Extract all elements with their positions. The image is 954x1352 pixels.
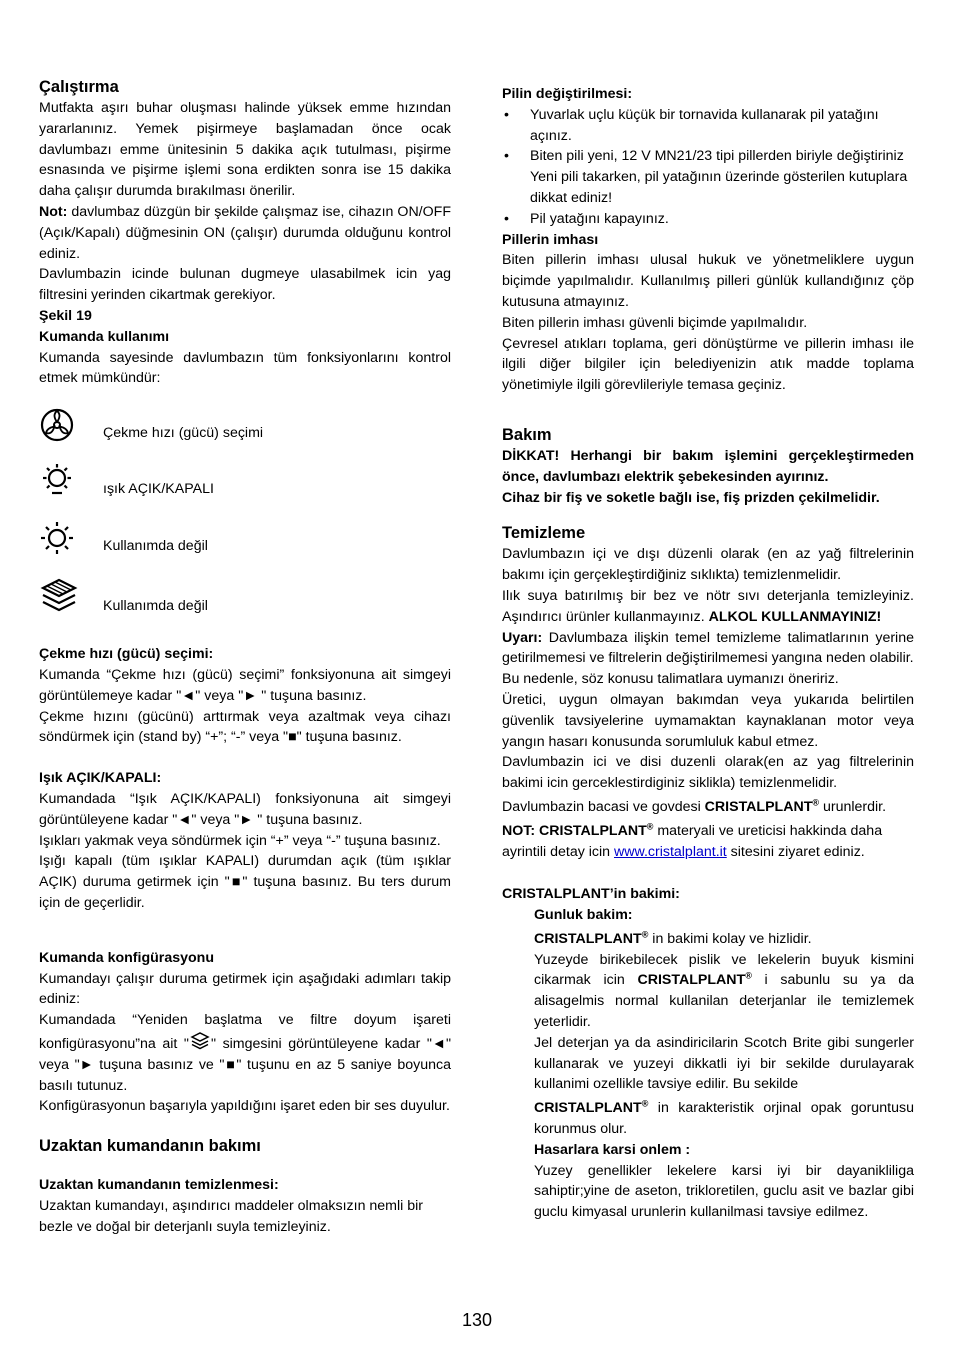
left-column xyxy=(39,76,451,1237)
text: Yeni pili takarken, pil yatağının üzerinde gösterilen kutuplara dikkat ediniz! xyxy=(530,169,908,206)
paragraph: Çekme hızını (gücünü) arttırmak veya azaltmak veya cihazı söndürmek için (stand by) “+”; “-” veya "■" tuşuna basınız. xyxy=(39,708,451,746)
text: in karakteristik orjinal opak goruntusu korunmus olur. xyxy=(534,1100,914,1138)
paragraph: Çevresel atıkları toplama, geri dönüştürme ve pillerin imhası ile ilgili diğer bilgiler için belediyenizin atık madde toplama yönetimiyle ilgili görevlileriyle temasa geçiniz. xyxy=(502,335,914,394)
text: i sabunlu su ya da alisagelmis normal kullanilan deterjanlar ile temizlemek yeterlidir. xyxy=(534,972,914,1031)
icon-label: Çekme hızı (gücü) seçimi xyxy=(103,425,264,442)
icon-label: Kullanımda değil xyxy=(103,538,208,555)
paragraph: Kumanda sayesinde davlumbazın tüm fonksiyonlarını kontrol etmek mümkündür: xyxy=(39,349,451,387)
text: Davlumbazin bacasi ve govdesi xyxy=(502,798,705,815)
paragraph xyxy=(502,628,914,670)
text: sitesini ziyaret ediniz. xyxy=(726,843,865,860)
icon-label: ışık AÇIK/KAPALI xyxy=(103,481,214,498)
registered-mark: ® xyxy=(641,1098,649,1109)
filter-layers-icon xyxy=(39,576,79,616)
text: " simgesini görüntüleyene kadar "◄" veya "► tuşuna basınız ve "■" tuşunu en az 5 saniye boyunca basılı tutunuz. xyxy=(39,1035,451,1094)
paragraph xyxy=(39,1010,451,1096)
paragraph: Bu nedenle, söz konusu talimatlara uymanızı öneririz. xyxy=(502,671,839,688)
paragraph: Davlumbazin icinde bulunan dugmeye ulasabilmek icin yag filtresini yerinden cikartmak gerekiyor. xyxy=(39,266,451,304)
brand-name: CRISTALPLANT xyxy=(704,798,813,815)
sun-icon xyxy=(39,520,75,556)
text: Biten pili yeni, 12 V MN21/23 tipi pillerden biriyle değiştiriniz xyxy=(530,148,904,165)
note-text: davlumbaz düzgün bir şekilde çalışmaz ise, cihazın ON/OFF (Açık/Kapalı) düğmesinin ON (çalışır) durumda olduğunu kontrol ediniz. xyxy=(39,203,451,262)
list-item xyxy=(502,146,914,208)
heading-pilin: Pilin değiştirilmesi: xyxy=(502,86,633,102)
note-paragraph xyxy=(39,202,451,264)
icon-row-sun xyxy=(39,518,451,578)
heading-gunluk: Gunluk bakim: xyxy=(534,907,633,924)
heading-isik: Işık AÇIK/KAPALI: xyxy=(39,770,162,787)
brand-name: CRISTALPLANT xyxy=(534,1100,642,1117)
battery-steps-list xyxy=(502,105,914,230)
paragraph: Jel deterjan ya da asindiricilarin Scotch Brite gibi sungerler kullanarak ve yuzeyi dikkatli iyi bir sekilde durulayarak kullanimi ozellikle tavsiye edilir. Bu sekilde xyxy=(534,1034,914,1093)
heading-imha: Pillerin imhası xyxy=(502,231,599,248)
paragraph xyxy=(534,950,914,1033)
heading-cristalplant-bakimi: CRISTALPLANT’in bakimi: xyxy=(502,886,680,903)
fan-icon xyxy=(39,407,75,443)
brand-name: CRISTALPLANT xyxy=(637,972,746,989)
right-column xyxy=(502,84,914,1223)
text: Davlumbaza ilişkin temel temizleme talimatlarının yerine getirilmemesi ve filtrelerin değiştirilmemesi yangına neden olabilir. xyxy=(502,629,914,667)
light-icon xyxy=(39,463,75,499)
note-label: NOT: CRISTALPLANT xyxy=(502,822,647,839)
paragraph: Davlumbazin ici ve disi duzenli olarak(en az yag filtrelerinin bakimi icin gerceklestirdiginiz siklikla) temizlenmelidir. xyxy=(502,754,914,792)
heading-calistirma: Çalıştırma xyxy=(39,78,119,96)
warning-text: DİKKAT! Herhangi bir bakım işlemini gerçekleştirmeden önce, davlumbazı elektrik şebekesinden ayırınız. xyxy=(502,447,914,485)
registered-mark: ® xyxy=(812,797,820,808)
paragraph: Kumandayı çalışır duruma getirmek için aşağıdaki adımları takip ediniz: xyxy=(39,970,451,1008)
icon-row-filter xyxy=(39,578,451,644)
paragraph: Mutfakta aşırı buhar oluşması halinde yüksek emme hızından yararlanınız. Yemek pişirmeye başlamadan önce ocak davlumbazı emme ünitesinin 5 dakika açık tutulması, pişirme esnasında ve pişirme işlemi sona erdikten sonra ise 15 dakika daha çalışır durumda bırakılması önerilir. xyxy=(39,100,451,200)
paragraph: Biten pillerin imhası ulusal hukuk ve yönetmeliklere uygun biçimde yapılmalıdır. Kullanılmış pilleri günlük kullandığınız çöp kutusuna atmayınız. xyxy=(502,252,914,310)
brand-name: CRISTALPLANT xyxy=(534,930,642,947)
warning-text: Cihaz bir fiş ve soketle bağlı ise, fiş prizden çekilmelidir. xyxy=(502,489,880,506)
heading-konfig: Kumanda konfigürasyonu xyxy=(39,949,214,966)
icon-row-light xyxy=(39,461,451,518)
warning-label: Uyarı: xyxy=(502,629,543,646)
page-number: 130 xyxy=(461,1310,493,1330)
paragraph: Işığı kapalı (tüm ışıklar KAPALI) durumdan açık (tüm ışıklar AÇIK) duruma getirmek için "■" tuşuna basınız. Bu ters durum için de geçerlidir. xyxy=(39,853,451,911)
filter-layers-icon xyxy=(189,1031,211,1051)
cristalplant-link[interactable]: www.cristalplant.it xyxy=(613,843,727,860)
text: materyali ve ureticisi hakkinda daha ayrintili detay icin xyxy=(502,822,883,860)
icon-row-fan xyxy=(39,405,451,461)
figure-reference: Şekil 19 xyxy=(39,307,92,324)
maintenance-block xyxy=(502,905,914,1223)
heading-temizleme: Temizleme xyxy=(502,524,586,543)
paragraph: Uzaktan kumandayı, aşındırıcı maddeler olmaksızın nemli bir bezle ve doğal bir deterjanlı suyla temizleyiniz. xyxy=(39,1197,424,1235)
text: Ilık suya batırılmış bir bez ve nötr sıvı deterjanla temizleyiniz. Aşındırıcı ürünler kullanmayınız. xyxy=(502,587,914,625)
heading-hasar: Hasarlara karsi onlem : xyxy=(534,1141,691,1158)
heading-bakim: Bakım xyxy=(502,425,552,444)
text: in bakimi kolay ve hizlidir. xyxy=(648,930,812,947)
note-label: Not: xyxy=(39,203,68,220)
paragraph xyxy=(502,821,914,863)
heading-cekme: Çekme hızı (gücü) seçimi: xyxy=(39,646,214,663)
list-item: • Yuvarlak uçlu küçük bir tornavida kullanarak pil yatağını açınız. xyxy=(502,105,914,147)
text: urunlerdir. xyxy=(819,798,887,815)
heading-temizlenmesi: Uzaktan kumandanın temizlenmesi: xyxy=(39,1177,279,1194)
registered-mark: ® xyxy=(646,820,654,831)
text: Kumandada “Yeniden başlatma ve filtre doyum işareti konfigürasyonu”na ait " xyxy=(39,1012,451,1052)
registered-mark: ® xyxy=(641,929,649,940)
text: Yuzeyde birikebilecek pislik ve lekelerin buyuk kismini cikarmak icin xyxy=(534,951,914,989)
paragraph: Işıkları yakmak veya söndürmek için “+” veya “-” tuşuna basınız. xyxy=(39,832,441,849)
paragraph: Kumanda “Çekme hızı (gücü) seçimi” fonksiyonuna ait simgeyi görüntülemeye kadar "◄" veya "► " tuşuna basınız. xyxy=(39,666,451,704)
paragraph: Biten pillerin imhası güvenli biçimde yapılmalıdır. xyxy=(502,314,808,331)
list-item: • Pil yatağını kapayınız. xyxy=(502,209,914,230)
paragraph xyxy=(502,586,914,628)
alcohol-warning: ALKOL KULLANMAYINIZ! xyxy=(708,608,882,625)
paragraph: Konfigürasyonun başarıyla yapıldığını işaret eden bir ses duyulur. xyxy=(39,1098,450,1115)
paragraph: Davlumbazın içi ve dışı düzenli olarak (en az yağ filtrelerinin bakımı için gerçekleştirdiğiniz sıklıkta) temizlenmelidir. xyxy=(502,546,914,584)
paragraph xyxy=(534,929,914,950)
paragraph xyxy=(502,797,914,818)
paragraph: Kumandada “Işık AÇIK/KAPALI) fonksiyonuna ait simgeyi görüntüleyene kadar "◄" veya "► " tuşuna basınız. xyxy=(39,790,451,828)
heading-kumanda: Kumanda kullanımı xyxy=(39,328,170,345)
paragraph: Üretici, uygun olmayan bakımdan veya yukarıda belirtilen güvenlik tavsiyelerine uymamaktan kaynaklanan motor veya yangın hasarı konusunda sorumluluk kabul etmez. xyxy=(502,691,914,750)
paragraph: Yuzey genellikler lekelere karsi iyi bir dayanikliliga sahiptir;yine de aseton, trikloretilen, guclu asit ve bazlar gibi guclu kimyasal urunlerin kullanilmasi tavsiye edilmez. xyxy=(534,1162,914,1221)
icon-label: Kullanımda değil xyxy=(103,598,208,615)
paragraph xyxy=(534,1098,914,1140)
registered-mark: ® xyxy=(745,970,752,981)
heading-uzaktan: Uzaktan kumandanın bakımı xyxy=(39,1137,261,1156)
